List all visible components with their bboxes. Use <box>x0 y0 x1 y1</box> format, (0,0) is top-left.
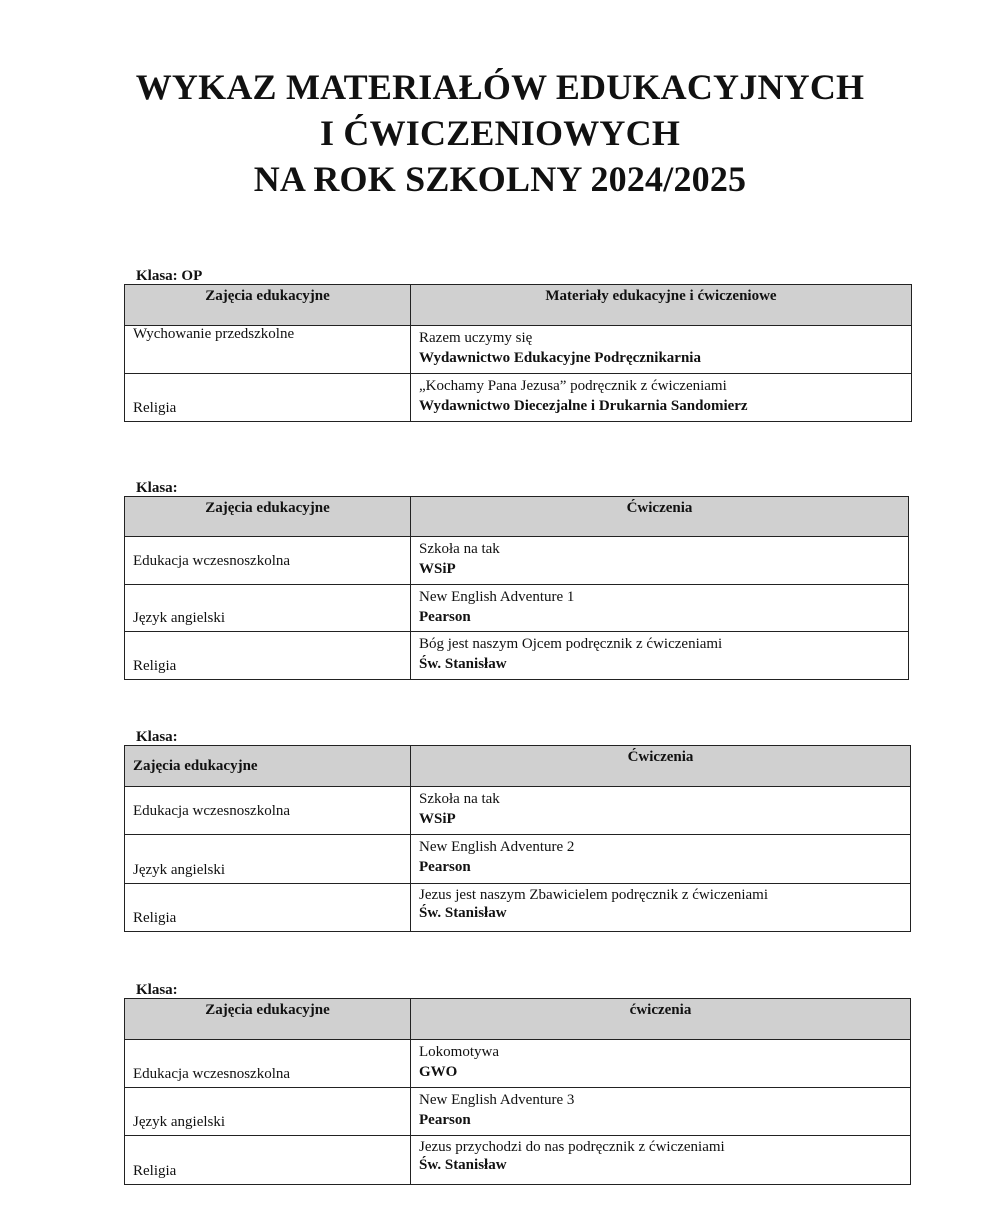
material-cell <box>411 632 909 680</box>
material-title: Razem uczymy się <box>419 330 533 346</box>
table-row <box>125 1136 911 1185</box>
class-label: Klasa: <box>136 729 178 745</box>
title-line-2: I ĆWICZENIOWYCH <box>319 113 681 153</box>
subject-cell: Religia <box>125 374 411 422</box>
material-publisher: Pearson <box>419 859 471 875</box>
header-subject: Zajęcia edukacyjne <box>125 999 411 1040</box>
material-cell <box>411 787 911 835</box>
material-publisher: WSiP <box>419 561 456 577</box>
materials-table <box>124 496 909 680</box>
class-label: Klasa: OP <box>136 268 202 284</box>
material-title: Szkoła na tak <box>419 541 500 557</box>
subject-cell: Edukacja wczesnoszkolna <box>125 787 411 835</box>
title-line-3: NA ROK SZKOLNY 2024/2025 <box>253 159 747 199</box>
material-cell <box>411 537 909 585</box>
material-title: Jezus jest naszym Zbawicielem podręcznik z ćwiczeniami <box>419 887 769 903</box>
material-publisher: Wydawnictwo Diecezjalne i Drukarnia Sandomierz <box>419 398 748 414</box>
table-row <box>125 835 911 884</box>
material-cell <box>411 326 912 374</box>
material-title: Lokomotywa <box>419 1044 499 1060</box>
material-publisher: Św. Stanisław <box>419 656 507 672</box>
material-publisher: Św. Stanisław <box>419 905 507 921</box>
material-title: New English Adventure 1 <box>419 589 575 605</box>
material-publisher: Św. Stanisław <box>419 1157 507 1173</box>
materials-table <box>124 745 911 932</box>
material-cell <box>411 585 909 632</box>
materials-table <box>124 284 912 422</box>
subject-cell: Edukacja wczesnoszkolna <box>125 537 411 585</box>
material-publisher: WSiP <box>419 811 456 827</box>
material-title: New English Adventure 2 <box>419 839 575 855</box>
table-row <box>125 537 909 585</box>
class-label: Klasa: <box>136 982 178 998</box>
subject-cell: Język angielski <box>125 1088 411 1136</box>
table-row <box>125 1040 911 1088</box>
table-row <box>125 632 909 680</box>
header-subject: Zajęcia edukacyjne <box>125 746 411 787</box>
header-exercises: ćwiczenia <box>411 999 911 1040</box>
material-title: Bóg jest naszym Ojcem podręcznik z ćwiczeniami <box>419 636 723 652</box>
material-cell <box>411 884 911 932</box>
header-subject: Zajęcia edukacyjne <box>125 497 411 537</box>
material-publisher: Pearson <box>419 609 471 625</box>
material-cell <box>411 1136 911 1185</box>
table-row <box>125 374 912 422</box>
table-row <box>125 326 912 374</box>
table-row <box>125 585 909 632</box>
material-publisher: Wydawnictwo Edukacyjne Podręcznikarnia <box>419 350 701 366</box>
material-cell <box>411 835 911 884</box>
material-publisher: GWO <box>419 1064 458 1080</box>
header-exercises: Ćwiczenia <box>411 497 909 537</box>
subject-cell: Edukacja wczesnoszkolna <box>125 1040 411 1088</box>
subject-cell: Religia <box>125 632 411 680</box>
subject-cell: Język angielski <box>125 835 411 884</box>
header-materials: Materiały edukacyjne i ćwiczeniowe <box>411 285 912 326</box>
material-title: „Kochamy Pana Jezusa” podręcznik z ćwiczeniami <box>419 378 727 394</box>
material-cell <box>411 1088 911 1136</box>
subject-cell: Wychowanie przedszkolne <box>125 326 411 374</box>
table-row <box>125 787 911 835</box>
class-label: Klasa: <box>136 480 178 496</box>
table-row <box>125 1088 911 1136</box>
header-subject: Zajęcia edukacyjne <box>125 285 411 326</box>
subject-cell: Religia <box>125 1136 411 1185</box>
material-title: Jezus przychodzi do nas podręcznik z ćwiczeniami <box>419 1139 725 1155</box>
table-header-row <box>125 999 911 1040</box>
title-line-1: WYKAZ MATERIAŁÓW EDUKACYJNYCH <box>135 67 865 107</box>
materials-table <box>124 998 911 1185</box>
table-header-row <box>125 746 911 787</box>
material-title: New English Adventure 3 <box>419 1092 575 1108</box>
document-title <box>0 64 1000 202</box>
subject-cell: Język angielski <box>125 585 411 632</box>
table-header-row <box>125 497 909 537</box>
material-cell <box>411 1040 911 1088</box>
header-exercises: Ćwiczenia <box>411 746 911 787</box>
subject-cell: Religia <box>125 884 411 932</box>
table-header-row <box>125 285 912 326</box>
material-title: Szkoła na tak <box>419 791 500 807</box>
table-row <box>125 884 911 932</box>
material-publisher: Pearson <box>419 1112 471 1128</box>
material-cell <box>411 374 912 422</box>
